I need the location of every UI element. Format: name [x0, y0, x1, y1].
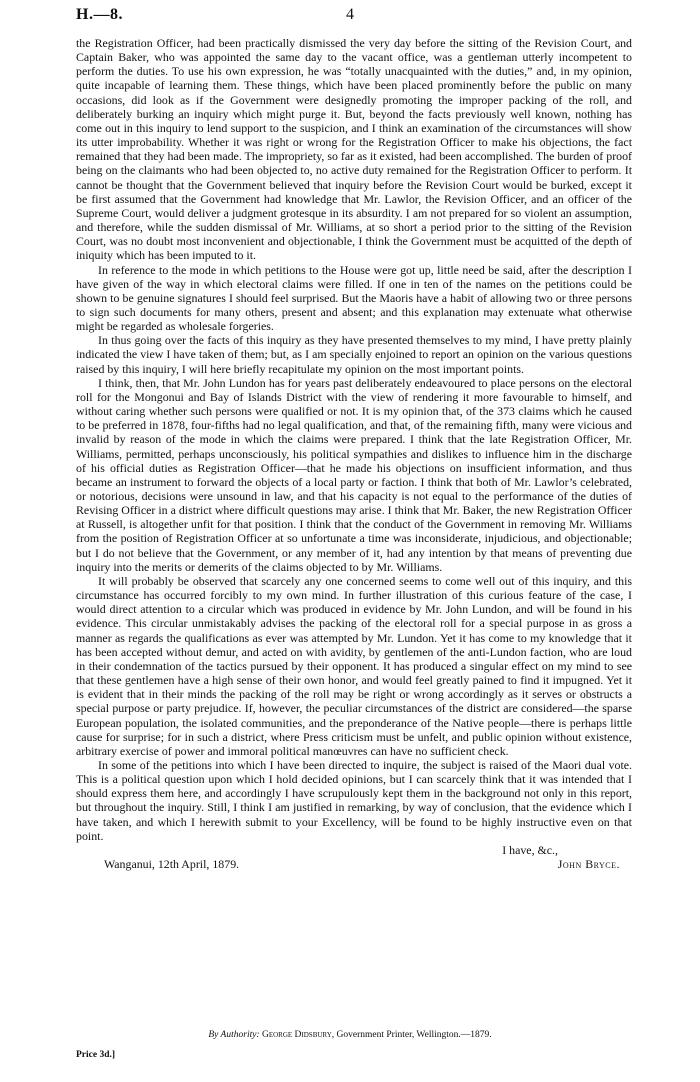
signoff: I have, &c., [502, 842, 558, 857]
printer-details: , Government Printer, Wellington.—1879. [331, 1030, 492, 1040]
place-date: Wanganui, 12th April, 1879. [104, 856, 240, 871]
authority-prefix: By Authority: [208, 1030, 260, 1040]
signature: John Bryce. [557, 856, 620, 871]
document-reference: H.—8. [76, 6, 123, 23]
page-number: 4 [346, 6, 354, 23]
printer-imprint [0, 1030, 700, 1040]
paragraph-1: the Registration Officer, had been practically dismissed the very day before the sitting of the Revision Court, and Captain Baker, who was appointed the same day to the vacant office, was a gentleman utterly incompetent to perform the duties. To use his own expression, he was “totally unacquainted with the duties,” and, in my opinion, quite incapable of learning them. These things, which have been placed prominently before the public on many occasions, did look as if the Government were designedly promoting the improper packing of the roll, and deliberately burking an inquiry which might purge it. But, beyond the facts previously well known, nothing has come out in this inquiry to lend support to the suspicion, and I think an examination of the circumstances will show its utter improbability. Whether it was right or wrong for the Registration Officer to make his objections, the fact remained that they had been made. The impropriety, so far as it existed, had been accomplished. The burden of proof being on the claimants who had been objected to, no active duty remained for the Registration Officer to perform. It cannot be thought that the Government believed that inquiry before the Revision Court would be burked, except it be first assumed that the Government had knowledge that Mr. Lawlor, the Revision Officer, and an officer of the Supreme Court, would deliver a judgment grotesque in its absurdity. I am not prepared for so violent an assumption, and therefore, while the sudden dismissal of Mr. Williams, at so short a period prior to the sitting of the Revision Court, was no doubt most inconvenient and objectionable, I think the Government must be acquitted of the depth of iniquity which has been imputed to it. [76, 36, 632, 263]
paragraph-2: In reference to the mode in which petitions to the House were got up, little need be said, after the description I have given of the way in which electoral claims were filled. If one in ten of the names on the petitions could be shown to be genuine signatures I should feel surprised. But the Maoris have a habit of allowing two or three persons to sign such documents for many others, present and absent; and this explanation may extenuate what otherwise might be regarded as wholesale forgeries. [76, 262, 632, 334]
paragraph-4: I think, then, that Mr. John Lundon has for years past deliberately endeavoured to place persons on the electoral roll for the Mongonui and Bay of Islands District with the view of rendering it more favourable to himself, and without caring whether such persons were qualified or not. It is my opinion that, of the 373 claims which he caused to be preferred in 1878, four-fifths had no legal qualification, and that, of the remaining fifth, many were vicious and invalid by reason of the mode in which the claims were prepared. I think that the late Registration Officer, Mr. Williams, permitted, perhaps unconsciously, his political sympathies and dislikes to influence him in the discharge of his official duties as Registration Officer—that he made his objections on insufficient information, and thus became an instrument to forward the objects of a local party or faction. I think that both of Mr. Lawlor’s celebrated, or notorious, decisions were unsound in law, and that his capacity is not equal to the performance of the duties of Revising Officer in a district where difficult questions may arise. I think that Mr. Baker, the new Registration Officer at Russell, is altogether unfit for that position. I think that the conduct of the Government in removing Mr. Williams from the position of Registration Officer at so unfortunate a time was inconsiderate, injudicious, and objectionable; but I do not believe that the Government, or any member of it, had any intention by that means of preventing due inquiry into the merits or demerits of the claims objected to by Mr. Williams. [76, 375, 632, 574]
paragraph-3: In thus going over the facts of this inquiry as they have presented themselves to my mind, I have pretty plainly indicated the view I have taken of them; but, as I am specially enjoined to report an opinion on the various questions raised by this inquiry, I will here briefly recapitulate my opinion on the most important points. [76, 333, 632, 376]
price-label: Price 3d.] [76, 1050, 116, 1060]
printer-name: George Didsbury [261, 1030, 332, 1040]
paragraph-5: It will probably be observed that scarcely any one concerned seems to come well out of this inquiry, and this circumstance has occurred forcibly to my own mind. In further illustration of this curious feature of the case, I would direct attention to a circular which was produced in evidence by Mr. John Lundon, and will be found in his evidence. This circular unmistakably advises the packing of the electoral roll for a special purpose in as gross a manner as regards the qualifications as ever was attempted by Mr. Lundon. Yet it has come to my knowledge that it has been accepted without demur, and acted on with avidity, by gentlemen of the anti-Lundon faction, who are loud in their condemnation of the tactics pursued by their opponent. It has produced a singular effect on my mind to see that these gentlemen have a high sense of their own honor, and would feel greatly pained to find it impugned. Yet it is evident that in their minds the packing of the roll may be right or wrong accordingly as it serves or obstructs a special purpose or party prejudice. If, however, the peculiar circumstances of the district are considered—the sparse European population, the isolated communities, and the preponderance of the Native people—there is perhaps little cause for surprise; for in such a district, where Press criticism must be unfelt, and public opinion without existence, arbitrary exercise of power and immoral political manœuvres can have no sufficient check. [76, 573, 632, 758]
paragraph-6: In some of the petitions into which I have been directed to inquire, the subject is raised of the Maori dual vote. This is a political question upon which I hold decided opinions, but I can scarcely think that it was intended that I should express them here, and accordingly I have scrupulously kept them in the background not only in this report, but throughout the inquiry. Still, I think I am justified in remarking, by way of conclusion, that the evidence which I have taken, and which I herewith submit to your Excellency, will be found to be highly instructive even on that point. [76, 757, 632, 843]
closing-block [76, 843, 632, 873]
report-body [76, 36, 632, 873]
